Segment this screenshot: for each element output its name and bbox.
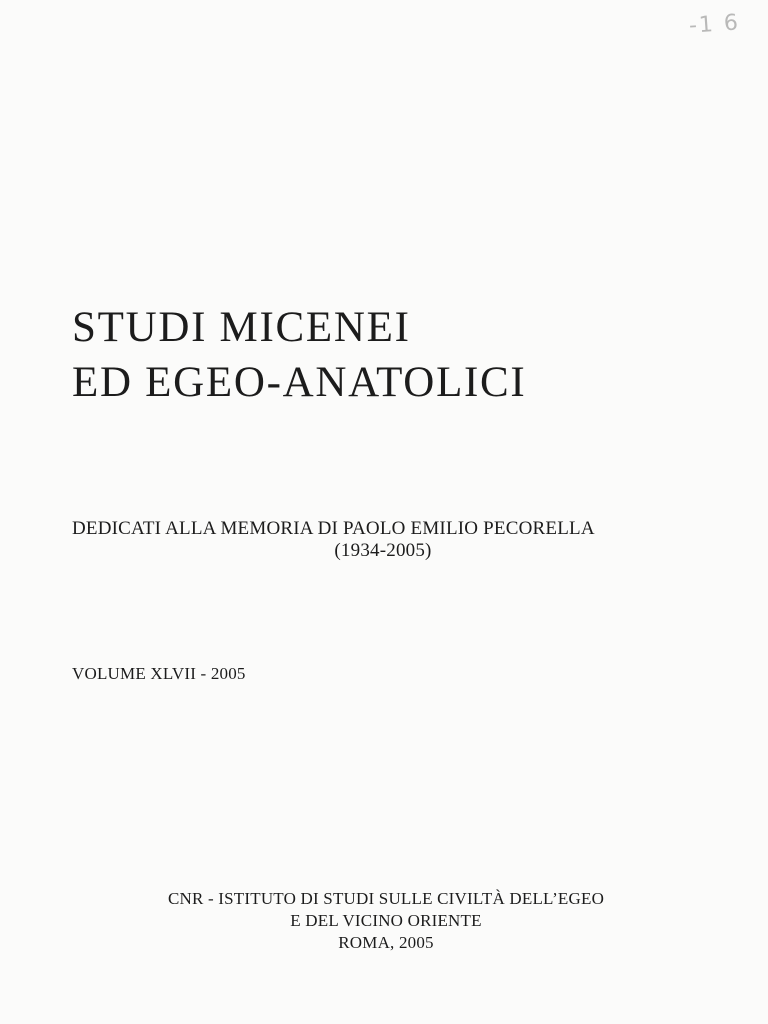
- dedication-block: [72, 518, 698, 562]
- volume-label: VOLUME XLVII - 2005: [72, 664, 246, 683]
- publisher-block: [110, 888, 662, 954]
- title-line-1: STUDI MICENEI: [72, 304, 411, 351]
- title-line-2: ED EGEO-ANATOLICI: [72, 359, 527, 406]
- main-title: [72, 300, 712, 410]
- dedication-text: DEDICATI ALLA MEMORIA DI PAOLO EMILIO PECORELLA: [72, 518, 595, 539]
- publisher-line-2: E DEL VICINO ORIENTE: [290, 911, 482, 930]
- publisher-line-1: CNR - ISTITUTO DI STUDI SULLE CIVILTÀ DELL’EGEO: [167, 889, 605, 908]
- publisher-line-3: ROMA, 2005: [338, 933, 434, 952]
- dedication-years: (1934-2005): [334, 540, 432, 561]
- handwritten-mark: -1 6: [688, 10, 741, 39]
